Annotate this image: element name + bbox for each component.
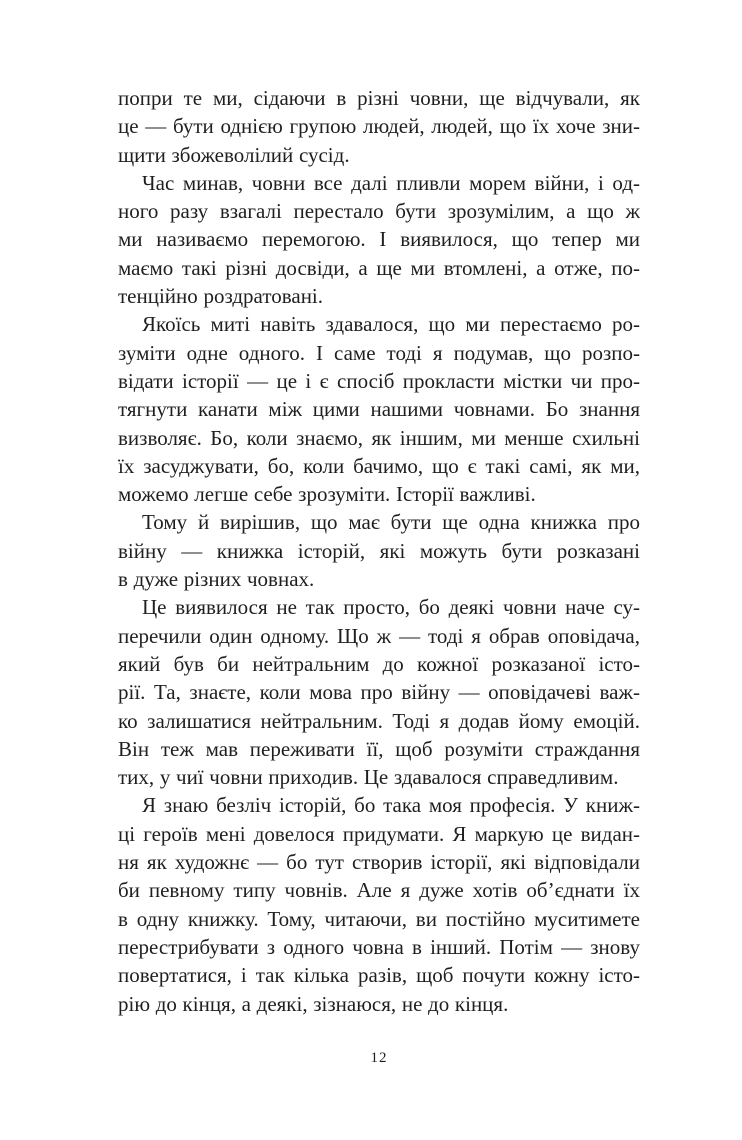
paragraph bbox=[118, 508, 640, 593]
text-line: в дуже різних човнах. bbox=[118, 567, 315, 592]
text-line: тенційно роздратовані. bbox=[118, 284, 324, 309]
text-line: війну — книжка історій, які можуть бути розказані bbox=[118, 538, 640, 563]
paragraph bbox=[118, 169, 640, 310]
text-line: щити збожеволілий сусід. bbox=[118, 142, 350, 167]
text-line: ці героїв мені довелося придумати. Я маркую це видан- bbox=[118, 821, 640, 846]
book-text-block bbox=[118, 84, 640, 1018]
paragraph bbox=[118, 310, 640, 508]
text-line: тягнути канати між цими нашими човнами. Бо знання bbox=[118, 397, 640, 422]
text-line: попри те ми, сідаючи в різні човни, ще відчували, як bbox=[118, 86, 640, 110]
text-line: Це виявилося не так просто, бо деякі човни наче су- bbox=[142, 595, 640, 620]
text-line: Він теж мав переживати її, щоб розуміти страждання bbox=[118, 736, 640, 761]
text-line: рії. Та, знаєте, коли мова про війну — оповідачеві важ- bbox=[118, 680, 640, 705]
text-line: тих, у чиї човни приходив. Це здавалося справедливим. bbox=[118, 765, 619, 790]
paragraph bbox=[118, 84, 640, 169]
paragraph bbox=[118, 791, 640, 1017]
text-line: повертатися, і так кілька разів, щоб почути кожну істо- bbox=[118, 963, 640, 988]
text-line: який був би нейтральним до кожної розказаної істо- bbox=[118, 651, 640, 676]
text-line: відати історії — це і є спосіб прокласти містки чи про- bbox=[118, 368, 640, 393]
page-number: 12 bbox=[370, 1050, 388, 1066]
text-line: ко залишатися нейтральним. Тоді я додав йому емоцій. bbox=[118, 708, 640, 733]
text-line: Якоїсь миті навіть здавалося, що ми перестаємо ро- bbox=[142, 312, 640, 337]
text-line: зуміти одне одного. І саме тоді я подумав, що розпо- bbox=[118, 340, 640, 365]
text-line: можемо легше себе зрозуміти. Історії важливі. bbox=[118, 482, 536, 507]
text-line: рію до кінця, а деякі, зізнаюся, не до кінця. bbox=[118, 991, 509, 1016]
text-line: Я знаю безліч історій, бо така моя професія. У книж- bbox=[142, 793, 640, 818]
text-line: це — бути однією групою людей, людей, що їх хоче зни- bbox=[118, 114, 640, 139]
text-line: в одну книжку. Тому, читаючи, ви постійно муситимете bbox=[118, 906, 640, 931]
text-line: перечили один одному. Що ж — тоді я обрав оповідача, bbox=[118, 623, 640, 648]
text-line: визволяє. Бо, коли знаємо, як іншим, ми менше схильні bbox=[118, 425, 640, 450]
text-line: би певному типу човнів. Але я дуже хотів об’єднати їх bbox=[118, 878, 640, 903]
paragraph bbox=[118, 593, 640, 791]
text-line: маємо такі різні досвіди, а ще ми втомлені, а отже, по- bbox=[118, 255, 640, 280]
text-line: ми називаємо перемогою. І виявилося, що тепер ми bbox=[118, 227, 640, 252]
text-line: Час минав, човни все далі пливли морем війни, і од- bbox=[142, 170, 640, 195]
text-line: їх засуджувати, бо, коли бачимо, що є такі самі, як ми, bbox=[118, 453, 640, 478]
text-line: Тому й вирішив, що має бути ще одна книжка про bbox=[142, 510, 640, 535]
text-line: перестрибувати з одного човна в інший. Потім — знову bbox=[118, 934, 640, 959]
text-line: ного разу взагалі перестало бути зрозумілим, а що ж bbox=[118, 199, 640, 224]
text-line: ня як художнє — бо тут створив історії, які відповідали bbox=[118, 850, 640, 875]
